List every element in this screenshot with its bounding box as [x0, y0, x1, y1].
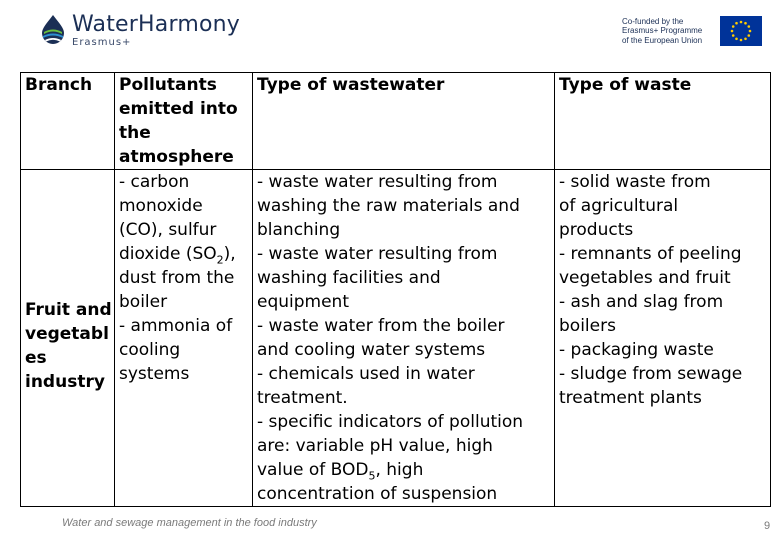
- wastewater-line: - waste water resulting from: [257, 172, 498, 192]
- pollutant-line: (CO), sulfur: [119, 220, 217, 240]
- brand-name-part1: Water: [72, 12, 139, 37]
- page-number: 9: [764, 520, 771, 532]
- waterharmony-logo: [40, 14, 240, 48]
- bod-suffix: , high: [375, 460, 424, 480]
- waste-line: of agricultural: [559, 196, 679, 216]
- eu-text-line1: Co-funded by the: [622, 16, 684, 26]
- eu-cofunded-logo: [622, 16, 762, 46]
- cell-pollutants: [115, 170, 253, 507]
- waste-line: - solid waste from: [559, 172, 711, 192]
- waste-line: boilers: [559, 316, 616, 336]
- pollutant-line: systems: [119, 364, 190, 384]
- header-pollutants-line: emitted into: [119, 99, 238, 119]
- wastewater-line: equipment: [257, 292, 349, 312]
- wastewater-line: concentration of suspension: [257, 484, 498, 504]
- eu-text-line3: of the European Union: [622, 35, 703, 45]
- header-branch: Branch: [21, 73, 115, 170]
- pollutant-so2-suffix: ),: [223, 244, 236, 264]
- pollution-table: [20, 72, 771, 507]
- header-pollutants-line: atmosphere: [119, 147, 234, 167]
- cell-branch: [21, 170, 115, 507]
- waste-line: - remnants of peeling: [559, 244, 742, 264]
- brand-name-part2: Harmony: [138, 12, 240, 37]
- wastewater-line: and cooling water systems: [257, 340, 486, 360]
- branch-line: industry: [25, 372, 105, 392]
- header-pollutants: [115, 73, 253, 170]
- page-header: [0, 0, 780, 66]
- bod-subscript: 5: [368, 469, 376, 483]
- wastewater-line: washing the raw materials and: [257, 196, 520, 216]
- wastewater-line: - waste water resulting from: [257, 244, 498, 264]
- pollutant-line: [119, 242, 250, 266]
- wastewater-line: washing facilities and: [257, 268, 441, 288]
- table-row: [21, 170, 771, 507]
- waste-line: products: [559, 220, 634, 240]
- wastewater-line: - waste water from the boiler: [257, 316, 505, 336]
- pollutant-line: cooling: [119, 340, 181, 360]
- brand-subtitle: Erasmus+: [72, 37, 132, 48]
- eu-cofunded-text: [622, 17, 718, 46]
- bod-prefix: value of BOD: [257, 460, 369, 480]
- waste-line: - ash and slag from: [559, 292, 724, 312]
- branch-line: es: [25, 348, 47, 368]
- pollutant-so2-subscript: 2: [216, 253, 224, 267]
- waste-line: - sludge from sewage: [559, 364, 743, 384]
- wastewater-line: treatment.: [257, 388, 348, 408]
- wastewater-line: - specific indicators of pollution: [257, 412, 524, 432]
- pollutant-line: boiler: [119, 292, 168, 312]
- wastewater-line: - chemicals used in water: [257, 364, 475, 384]
- branch-line: Fruit and: [25, 300, 112, 320]
- pollutant-line: dust from the: [119, 268, 235, 288]
- eu-text-line2: Erasmus+ Programme: [622, 26, 703, 36]
- branch-line: vegetabl: [25, 324, 109, 344]
- waste-line: vegetables and fruit: [559, 268, 731, 288]
- waste-line: - packaging waste: [559, 340, 714, 360]
- wastewater-line: [257, 458, 552, 482]
- header-wastewater: Type of wastewater: [253, 73, 555, 170]
- water-drop-logo-icon: [40, 14, 66, 44]
- table-header-row: [21, 73, 771, 170]
- cell-wastewater: [253, 170, 555, 507]
- pollutant-line: - ammonia of: [119, 316, 233, 336]
- wastewater-line: blanching: [257, 220, 341, 240]
- brand-name: [72, 14, 240, 36]
- header-pollutants-line: the: [119, 123, 151, 143]
- wastewater-line: are: variable pH value, high: [257, 436, 493, 456]
- pollutant-line: monoxide: [119, 196, 203, 216]
- header-waste: Type of waste: [555, 73, 771, 170]
- header-pollutants-line: Pollutants: [119, 75, 217, 95]
- waste-line: treatment plants: [559, 388, 702, 408]
- pollutant-line: - carbon: [119, 172, 190, 192]
- pollutant-so2-prefix: dioxide (SO: [119, 244, 217, 264]
- cell-waste: [555, 170, 771, 507]
- footer-text: Water and sewage management in the food industry: [62, 517, 317, 529]
- eu-flag-icon: [720, 16, 762, 46]
